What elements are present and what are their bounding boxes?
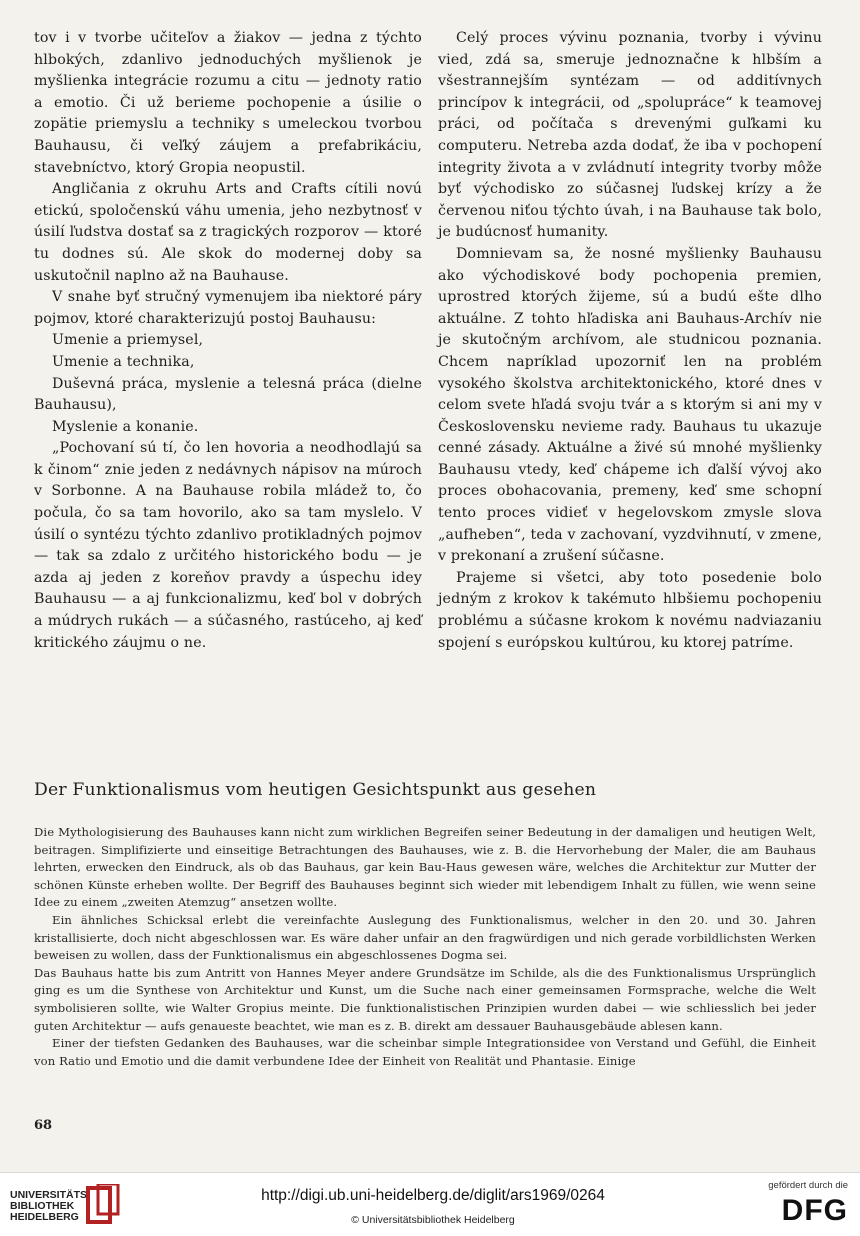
left-column	[34, 28, 422, 654]
paragraph: „Pochovaní sú tí, čo len hovoria a neodhodlajú sa k činom“ znie jeden z nedávnych nápisov na múroch v Sorbonne. A na Bauhause robila mládež to, čo počula, čo sa tam hovorilo, ako sa tam myslelo. V úsilí o syntézu týchto zdanlivo protikladných pojmov — tak sa zdalo z určitého historického bodu — je azda aj jeden z koreňov pravdy a úspechu idey Bauhausu — a aj funkcionalizmu, keď bol v dobrých a múdrych rukách — a súčasného, rastúceho, aj keď kritického záujmu o ne.	[34, 440, 422, 651]
right-column	[438, 28, 822, 654]
paragraph: Angličania z okruhu Arts and Crafts cítili novú etickú, spoločenskú váhu umenia, jeho nezbytnosť v úsilí ľudstva dostať sa z tragických rozporov — ktoré tu dodnes sú. Ale skok do modernej doby sa uskutočnil naplno až na Bauhause.	[34, 181, 422, 284]
copyright-notice: © Universitätsbibliothek Heidelberg	[351, 1214, 515, 1226]
paragraph: Ein ähnliches Schicksal erlebt die vereinfachte Auslegung des Funktionalismus, welcher in den 20. und 30. Jahren kristallisierte, doch nicht abgeschlossen war. Es wäre daher unfair an den fragwürdigen und nich gerade vorbildlichsten Werken beweisen zu wollen, dass der Funktionalismus ein abgeschlossenes Dogma sei.	[34, 912, 816, 963]
paragraph: Das Bauhaus hatte bis zum Antritt von Hannes Meyer andere Grundsätze im Schilde, als die des Funktionalismus Ursprünglich ging es um die Synthese von Architektur und Kunst, um die Suche nach einer gemeinsamen Formsprache, welche die Welt symbolisieren sollte, wie Walter Gropius meinte. Die funktionalistischen Prinzipien wurden dabei — wie schliesslich bei jeder guten Architektur — aufs genaueste beachtet, wie man es z. B. direkt am dessauer Bauhausgebäude ablesen kann.	[34, 965, 816, 1033]
list-item: Duševná práca, myslenie a telesná práca (dielne Bauhausu),	[34, 375, 422, 414]
digitization-footer	[0, 1172, 860, 1236]
list-item: Myslenie a konanie.	[52, 418, 199, 435]
german-section-heading: Der Funktionalismus vom heutigen Gesichtspunkt aus gesehen	[34, 780, 597, 800]
paragraph: V snahe byť stručný vymenujem iba niektoré páry pojmov, ktoré charakterizujú postoj Bauhausu:	[34, 289, 422, 327]
funding-caption: gefördert durch die	[768, 1180, 848, 1191]
library-emblem-icon	[86, 1184, 120, 1226]
page-number: 68	[34, 1118, 53, 1133]
paragraph: Celý proces vývinu poznania, tvorby i vývinu vied, zdá sa, smeruje jednoznačne k hlbším a všestrannejším syntézam — od additívnych princípov k integrácii, od „spolupráce“ k teamovej práci, od počítača s drevenými guľkami ku computeru. Netreba azda dodať, že iba v pochopení integrity života a v zvládnutí integrity tvorby môže byť východisko zo súčasnej ľudskej krízy a že červenou niťou týchto úvah, i na Bauhause tak bolo, je budúcnosť humanity.	[438, 30, 822, 241]
library-name: UNIVERSITÄTS- BIBLIOTHEK HEIDELBERG	[10, 1189, 91, 1223]
german-summary	[34, 824, 816, 1070]
paragraph: Domnievam sa, že nosné myšlienky Bauhausu ako východiskové body pochopenia premien, uprostred ktorých žijeme, sú a budú ešte dlho aktuálne. Z tohto hľadiska ani Bauhaus-Archív nie je skutočným archívom, ale studnicou poznania. Chcem napríklad upozorniť len na problém vysokého školstva architektonického, ktoré dnes v celom svete hľadá svoju tvár a s ktorým si ani my v Československu nevieme rady. Bauhaus tu ukazuje cenné zásady. Aktuálne a živé sú mnohé myšlienky Bauhausu vtedy, keď chápeme ich ďalší vývoj ako proces obohacovania, premeny, keď sme schopní tento proces vidieť v hegelovskom zmysle slova „aufheben“, teda v zachovaní, vyzdvihnutí, v zmene, v prekonaní a zrušení súčasne.	[438, 245, 822, 565]
list-item: Umenie a priemysel,	[52, 332, 204, 349]
list-item: Umenie a technika,	[52, 353, 195, 370]
library-logo[interactable]	[10, 1182, 130, 1228]
paragraph: Prajeme si všetci, aby toto posedenie bolo jedným z krokov k takémuto hlbšiemu pochopeniu problému a súčasne krokom k novému nadviazaniu spojení s európskou kultúrou, ku ktorej patríme.	[438, 569, 822, 651]
paragraph: Die Mythologisierung des Bauhauses kann nicht zum wirklichen Begreifen seiner Bedeutung in der damaligen und heutigen Welt, beitragen. Simplifizierte und einseitige Betrachtungen des Bauhauses, wie z. B. die Hervorhebung der Maler, die am Bauhaus lehrten, erwecken den Eindruck, als ob das Bauhaus, gar kein Bau-Haus gewesen wäre, welches die Architektur zur Mutter der schönen Künste erheben wollte. Der Begriff des Bauhauses beginnt sich wieder mit lebendigem Inhalt zu füllen, wie wenn seine Idee zu einem „zweiten Atemzug“ ansetzen wollte.	[34, 825, 816, 910]
dfg-logo[interactable]: DFG	[781, 1194, 848, 1227]
permalink-url[interactable]: http://digi.ub.uni-heidelberg.de/diglit/ars1969/0264	[261, 1187, 605, 1204]
paragraph: Einer der tiefsten Gedanken des Bauhauses, war die scheinbar simple Integrationsidee von Verstand und Gefühl, die Einheit von Ratio und Emotio und die damit verbundene Idee der Einheit von Realität und Phantasie. Einige	[34, 1036, 816, 1068]
paragraph: tov i v tvorbe učiteľov a žiakov — jedna z týchto hlbokých, zdanlivo jednoduchých myšlienok je myšlienka integrácie rozumu a citu — jednoty ratio a emotio. Či už berieme pochopenie a úsilie o zopätie priemyslu a techniky s umeleckou tvorbou Bauhausu, či veľký záujem a prefabrikáciu, stavebníctvo, ktorý Gropia neopustil.	[34, 30, 422, 176]
